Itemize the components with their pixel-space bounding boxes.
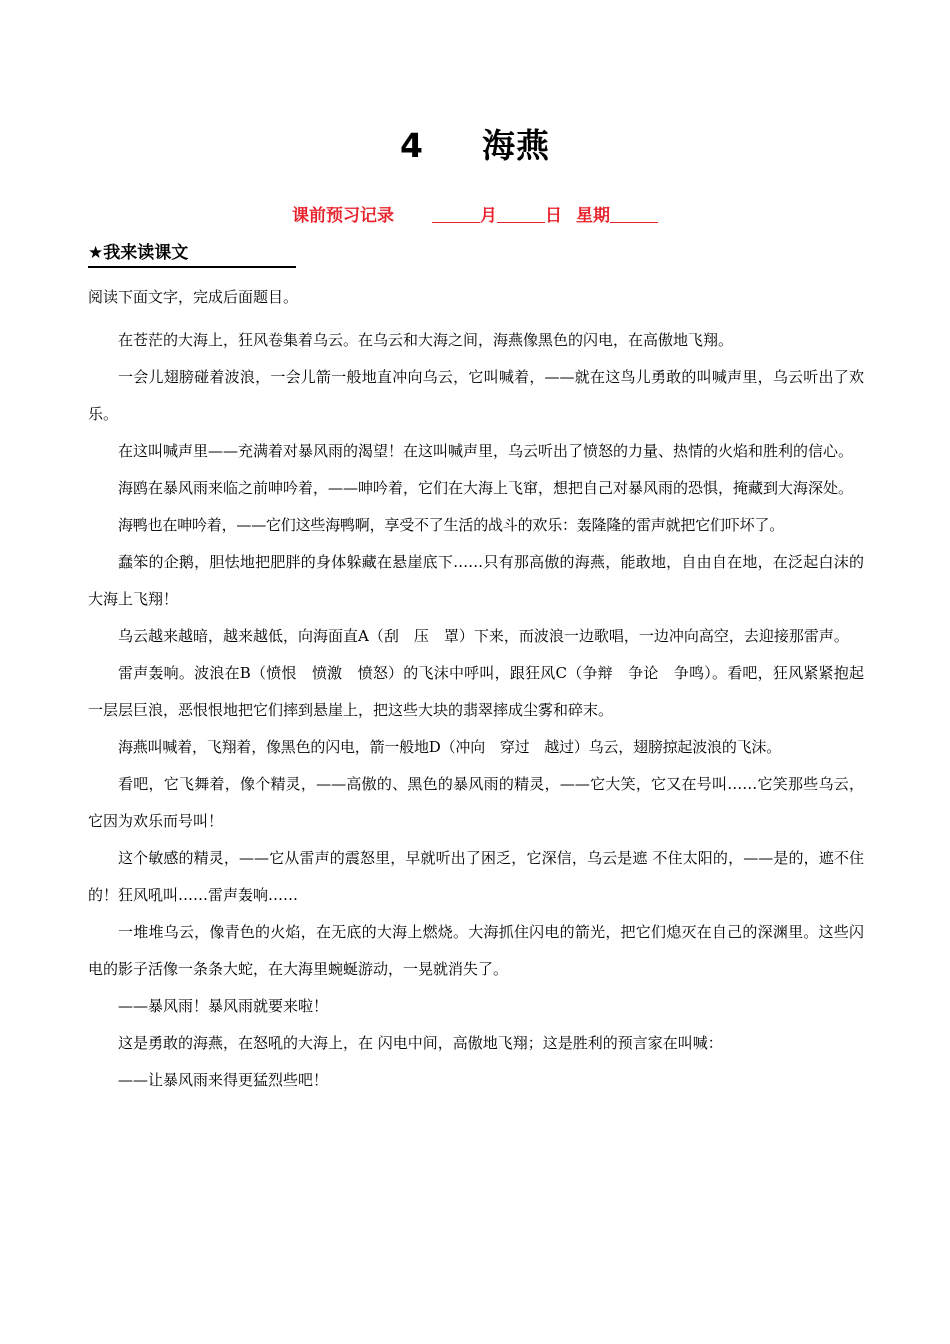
section-heading: ★我来读课文: [88, 240, 296, 268]
reading-instruction: 阅读下面文字，完成后面题目。: [88, 288, 299, 306]
paragraph: 看吧，它飞舞着，像个精灵，——高傲的、黑色的暴风雨的精灵，——它大笑，它又在号叫……它笑那些乌云，它因为欢乐而号叫！: [88, 775, 864, 830]
preview-record-label: 课前预习记录: [292, 206, 394, 226]
weekday-blank[interactable]: [610, 204, 658, 223]
paragraph: 海鸥在暴风雨来临之前呻吟着，——呻吟着，它们在大海上飞窜，想把自己对暴风雨的恐惧，掩藏到大海深处。: [118, 479, 854, 497]
paragraph: 这是勇敢的海燕，在怒吼的大海上，在 闪电中间，高傲地飞翔；这是胜利的预言家在叫喊：: [118, 1034, 723, 1052]
paragraph: 一会儿翅膀碰着波浪，一会儿箭一般地直冲向乌云，它叫喊着，——就在这鸟儿勇敢的叫喊声里，乌云听出了欢乐。: [88, 368, 864, 423]
month-label: 月: [480, 206, 497, 226]
day-blank[interactable]: [497, 204, 545, 223]
paragraph: 乌云越来越暗，越来越低，向海面直A（刮 压 罩）下来，而波浪一边歌唱，一边冲向高空，去迎接那雷声。: [118, 627, 849, 645]
preview-record: [0, 203, 950, 229]
paragraph: 这个敏感的精灵，——它从雷声的震怒里，早就听出了困乏，它深信，乌云是遮 不住太阳的，——是的，遮不住的！狂风吼叫……雷声轰响……: [88, 849, 864, 904]
passage: [88, 322, 864, 1099]
paragraph: ——暴风雨！暴风雨就要来啦！: [118, 997, 329, 1015]
lesson-name: 海燕: [481, 126, 550, 165]
month-blank[interactable]: [432, 204, 480, 223]
paragraph: 雷声轰响。波浪在B（愤恨 愤激 愤怒）的飞沫中呼叫，跟狂风C（争辩 争论 争鸣）。看吧，狂风紧紧抱起一层层巨浪，恶恨恨地把它们摔到悬崖上，把这些大块的翡翠摔成尘雾和碎末。: [88, 664, 864, 719]
paragraph: 一堆堆乌云，像青色的火焰，在无底的大海上燃烧。大海抓住闪电的箭光，把它们熄灭在自己的深渊里。这些闪电的影子活像一条条大蛇，在大海里蜿蜒游动，一晃就消失了。: [88, 923, 864, 978]
paragraph: 蠢笨的企鹅，胆怯地把肥胖的身体躲藏在悬崖底下……只有那高傲的海燕，能敢地，自由自在地，在泛起白沫的大海上飞翔！: [88, 553, 864, 608]
weekday-label: 星期: [576, 206, 610, 226]
paragraph: 在这叫喊声里——充满着对暴风雨的渴望！在这叫喊声里，乌云听出了愤怒的力量、热情的火焰和胜利的信心。: [118, 442, 854, 460]
paragraph: 海燕叫喊着，飞翔着，像黑色的闪电，箭一般地D（冲向 穿过 越过）乌云，翅膀掠起波浪的飞沫。: [118, 738, 782, 756]
lesson-number: 4: [400, 126, 424, 165]
lesson-title: [0, 124, 950, 168]
day-label: 日: [545, 206, 562, 226]
paragraph: 海鸭也在呻吟着，——它们这些海鸭啊，享受不了生活的战斗的欢乐：轰隆隆的雷声就把它们吓坏了。: [118, 516, 785, 534]
paragraph: 在苍茫的大海上，狂风卷集着乌云。在乌云和大海之间，海燕像黑色的闪电，在高傲地飞翔。: [118, 331, 734, 349]
paragraph: ——让暴风雨来得更猛烈些吧！: [118, 1071, 329, 1089]
